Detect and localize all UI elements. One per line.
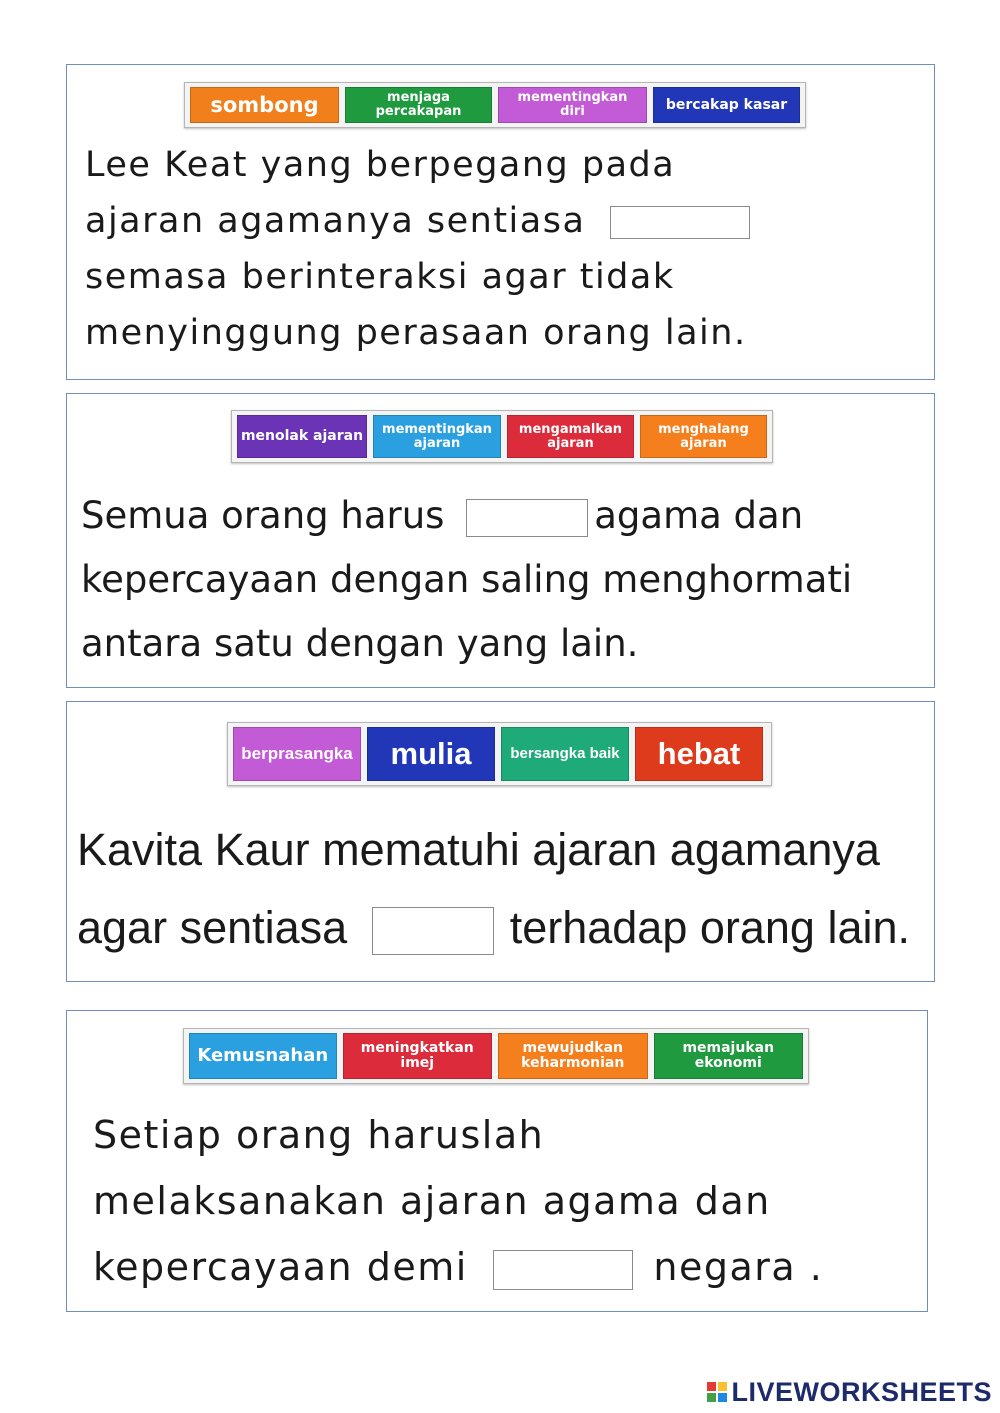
sentence-line: kepercayaan dengan saling menghormati bbox=[81, 558, 853, 601]
logo-grid-icon bbox=[707, 1382, 727, 1402]
sentence-line: menyinggung perasaan orang lain. bbox=[85, 313, 747, 353]
word-bank-3 bbox=[227, 722, 772, 786]
sentence-line: semasa berinteraksi agar tidak bbox=[85, 257, 675, 297]
logo-square bbox=[707, 1382, 716, 1391]
answer-blank[interactable] bbox=[466, 499, 588, 537]
question-card-3 bbox=[66, 701, 935, 982]
sentence-line: ajaran agamanya sentiasa bbox=[85, 201, 750, 241]
option-chip[interactable]: mewujudkan keharmonian bbox=[498, 1033, 648, 1079]
sentence-line: kepercayaan demi negara . bbox=[93, 1245, 824, 1289]
option-chip[interactable]: bersangka baik bbox=[501, 727, 629, 781]
sentence-line: Lee Keat yang berpegang pada bbox=[85, 145, 676, 185]
logo-square bbox=[718, 1393, 727, 1402]
sentence-line: Semua orang harus agama dan bbox=[81, 494, 804, 537]
answer-blank[interactable] bbox=[610, 206, 750, 239]
option-chip[interactable]: menjaga percakapan bbox=[345, 87, 492, 123]
logo-square bbox=[718, 1382, 727, 1391]
word-bank-1 bbox=[184, 82, 806, 128]
sentence-line: agar sentiasa terhadap orang lain. bbox=[77, 902, 910, 955]
option-chip[interactable]: mementingkan diri bbox=[498, 87, 647, 123]
option-chip[interactable]: mengamalkan ajaran bbox=[507, 415, 634, 458]
option-chip[interactable]: mulia bbox=[367, 727, 495, 781]
option-chip[interactable]: berprasangka bbox=[233, 727, 361, 781]
option-chip[interactable]: menghalang ajaran bbox=[640, 415, 767, 458]
answer-blank[interactable] bbox=[372, 907, 494, 955]
option-chip[interactable]: memajukan ekonomi bbox=[654, 1033, 804, 1079]
answer-blank[interactable] bbox=[493, 1250, 633, 1290]
sentence-line: Kavita Kaur mematuhi ajaran agamanya bbox=[77, 824, 880, 875]
sentence-line: melaksanakan ajaran agama dan bbox=[93, 1179, 771, 1223]
option-chip[interactable]: sombong bbox=[190, 87, 339, 123]
liveworksheets-logo[interactable] bbox=[707, 1377, 992, 1407]
option-chip[interactable]: hebat bbox=[635, 727, 763, 781]
question-card-1 bbox=[66, 64, 935, 380]
question-card-4 bbox=[66, 1010, 928, 1312]
logo-text: LIVEWORKSHEETS bbox=[731, 1376, 992, 1407]
word-bank-4 bbox=[183, 1028, 809, 1084]
option-chip[interactable]: meningkatkan imej bbox=[343, 1033, 493, 1079]
option-chip[interactable]: bercakap kasar bbox=[653, 87, 800, 123]
option-chip[interactable]: menolak ajaran bbox=[237, 415, 367, 458]
option-chip[interactable]: mementingkan ajaran bbox=[373, 415, 501, 458]
question-card-2 bbox=[66, 393, 935, 688]
sentence-line: Setiap orang haruslah bbox=[93, 1113, 545, 1157]
option-chip[interactable]: Kemusnahan bbox=[189, 1033, 337, 1079]
word-bank-2 bbox=[231, 410, 773, 463]
sentence-line: antara satu dengan yang lain. bbox=[81, 622, 639, 665]
logo-square bbox=[707, 1393, 716, 1402]
